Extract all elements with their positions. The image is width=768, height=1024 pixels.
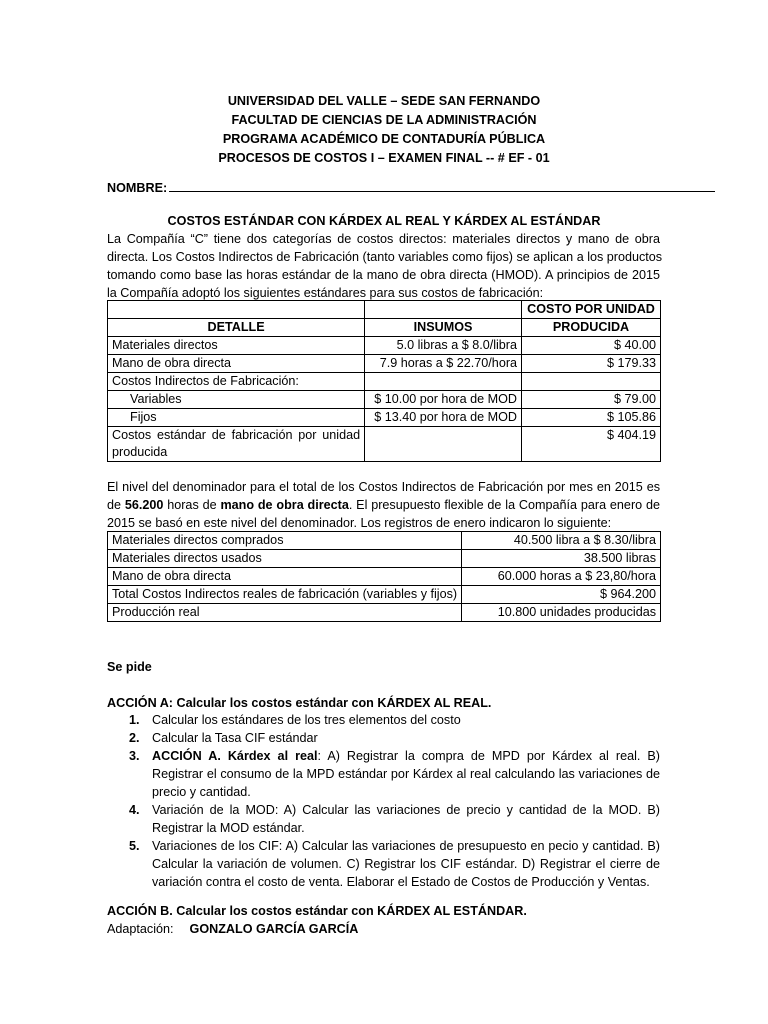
table-row [108,532,661,550]
table-row [108,409,661,427]
text-span: horas de [163,498,221,512]
intro-line: directa. Los Costos Indirectos de Fabricación (tanto variables como fijos) se aplican a los productos [107,250,663,264]
hours-value: 56.200 [124,498,164,512]
table-cell: Costos estándar de fabricación por unidad producida [108,427,365,462]
list-text: Variación de la MOD: A) Calcular las variaciones de precio y cantidad de la MOD. B) Registrar la MOD estándar. [152,803,660,835]
list-text: : A) Registrar la compra de MPD por Kárdex al real. B) Registrar el consumo de la MPD estándar por Kárdex al real calculando las variaciones de precio y cantidad. [152,749,660,799]
table-cell: 60.000 horas a $ 23,80/hora [462,568,661,586]
list-number: 1. [129,713,140,727]
text-span: de [107,498,125,512]
list-number: 5. [129,839,140,853]
table-cell: Mano de obra directa [108,568,462,586]
table-row [108,604,661,622]
table-cell: $ 179.33 [522,355,661,373]
text-span: . El presupuesto flexible de la Compañía para enero de [348,498,660,512]
table-cell [365,373,522,391]
accion-b-heading: ACCIÓN B. Calcular los costos estándar con KÁRDEX AL ESTÁNDAR. [107,904,527,918]
intro-paragraph [107,230,663,302]
list-item [107,711,660,729]
list-bold-text: ACCIÓN A. Kárdex al real [152,749,318,763]
table-cell: $ 105.86 [522,409,661,427]
name-blank-line[interactable] [169,179,715,192]
table-cell [522,373,661,391]
intro-line: tomando como base las horas estándar de la mano de obra directa (HMOD). A principios de 2015 [107,268,660,282]
intro-line: La Compañía “C” tiene dos categorías de costos directos: materiales directos y mano de obra [107,232,660,246]
list-text: Variaciones de los CIF: A) Calcular las variaciones de presupuesto en pecio y cantidad. B) Calcular la variación de volumen. C) Registrar los CIF estándar. D) Registrar el cierre de variación contra el costo de venta. Elaborar el Estado de Costos de Producción y Ventas. [152,839,660,889]
table-cell: $ 40.00 [522,337,661,355]
list-item [107,729,660,747]
table-cell: Materiales directos comprados [108,532,462,550]
table-cell: Mano de obra directa [108,355,365,373]
faculty-name: FACULTAD DE CIENCIAS DE LA ADMINISTRACIÓN [231,113,537,127]
table-cell: 7.9 horas a $ 22.70/hora [365,355,522,373]
list-number: 4. [129,803,140,817]
list-text: Calcular los estándares de los tres elementos del costo [152,713,461,727]
table-cell: 10.800 unidades producidas [462,604,661,622]
paragraph-line: El nivel del denominador para el total de los Costos Indirectos de Fabricación por mes en 2015 es [107,480,660,494]
table-cell: Total Costos Indirectos reales de fabricación (variables y fijos) [108,586,462,604]
table-cell: $ 404.19 [522,427,661,462]
table-cell: 38.500 libras [462,550,661,568]
table-row [108,568,661,586]
exam-title: PROCESOS DE COSTOS I – EXAMEN FINAL -- # EF - 01 [218,151,550,165]
table-header-row [108,319,661,337]
paragraph-line [107,496,660,514]
table-row [108,337,661,355]
table-row [108,550,661,568]
table-cell: Materiales directos [108,337,365,355]
list-number: 3. [129,749,140,763]
table-cell: Materiales directos usados [108,550,462,568]
table-cell: $ 10.00 por hora de MOD [365,391,522,409]
table-cell: Variables [108,391,365,409]
document-header [0,92,768,168]
table-cell: Fijos [108,409,365,427]
author-name: GONZALO GARCÍA GARCÍA [189,922,359,936]
table-cell: 5.0 libras a $ 8.0/libra [365,337,522,355]
table-row [108,373,661,391]
table-cell: Producción real [108,604,462,622]
adaptation-label: Adaptación: [107,922,174,936]
table-cell: $ 13.40 por hora de MOD [365,409,522,427]
paragraph-line: 2015 se basó en este nivel del denominador. Los registros de enero indicaron lo siguiente: [107,516,612,530]
table-row [108,427,661,462]
table-header-cell [365,301,522,319]
table-header-cell: DETALLE [108,319,365,337]
name-label: NOMBRE: [107,181,168,195]
table-header-cell: PRODUCIDA [522,319,661,337]
list-item [107,747,660,801]
university-name: UNIVERSIDAD DEL VALLE – SEDE SAN FERNANDO [227,94,541,108]
table-header-cell: COSTO POR UNIDAD [522,301,661,319]
task-list [107,711,660,891]
standards-table [107,300,661,462]
records-table [107,531,661,622]
table-header-cell [108,301,365,319]
program-name: PROGRAMA ACADÉMICO DE CONTADURÍA PÚBLICA [222,132,546,146]
table-cell: Costos Indirectos de Fabricación: [108,373,365,391]
adaptation-credit [107,920,358,938]
table-row [108,586,661,604]
list-item [107,801,660,837]
section-title: COSTOS ESTÁNDAR CON KÁRDEX AL REAL Y KÁRDEX AL ESTÁNDAR [167,214,601,228]
table-row [108,355,661,373]
list-text: Calcular la Tasa CIF estándar [152,731,318,745]
table-cell [365,427,522,462]
name-field[interactable] [107,179,715,197]
table-cell: $ 964.200 [462,586,661,604]
list-number: 2. [129,731,140,745]
bold-term: mano de obra directa [220,498,349,512]
list-item [107,837,660,891]
denominator-paragraph [107,478,660,532]
intro-line: la Compañía adoptó los siguientes estándares para sus costos de fabricación: [107,286,544,300]
table-cell: 40.500 libra a $ 8.30/libra [462,532,661,550]
se-pide-heading: Se pide [107,660,152,674]
table-header-cell: INSUMOS [365,319,522,337]
table-row [108,391,661,409]
accion-a-heading: ACCIÓN A: Calcular los costos estándar con KÁRDEX AL REAL. [107,696,492,710]
table-header-row [108,301,661,319]
table-cell: $ 79.00 [522,391,661,409]
